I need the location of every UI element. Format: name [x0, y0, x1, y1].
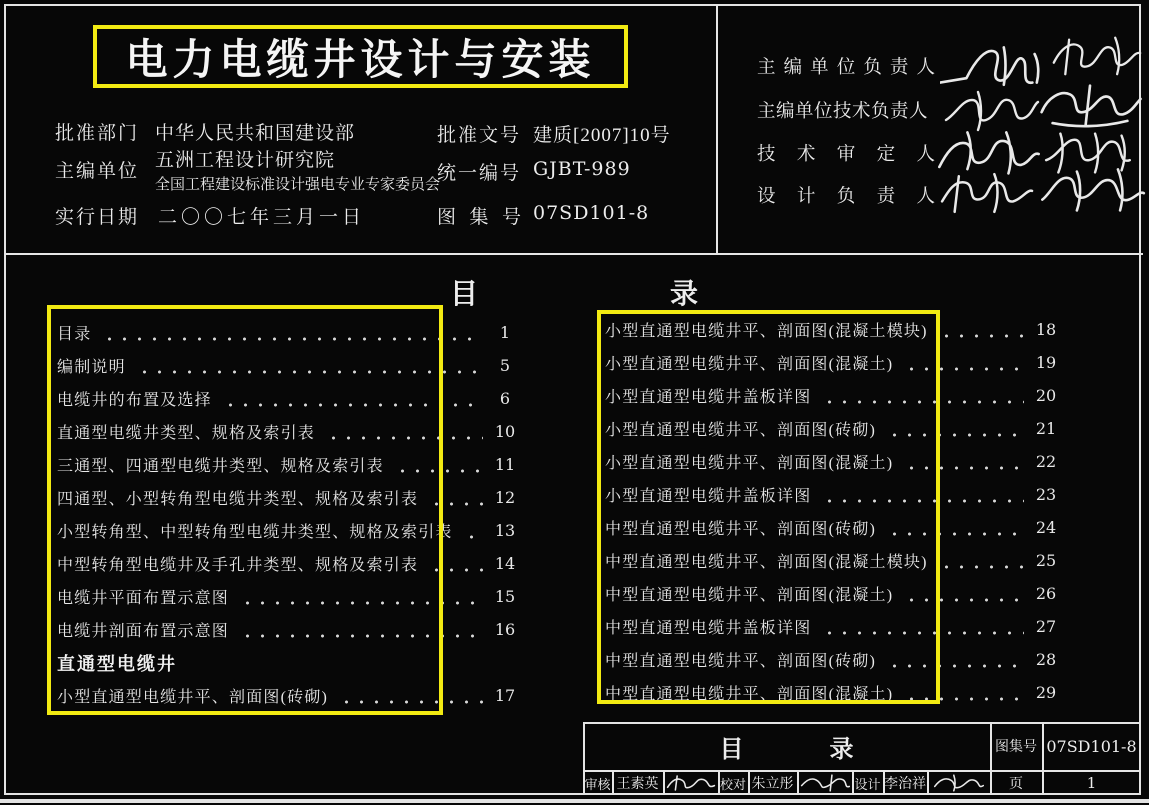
- chief-editor-value-2: 全国工程建设标准设计强电专业专家委员会: [155, 177, 441, 193]
- header-divider-line: [5, 253, 1143, 255]
- toc-entry-title: 小型直通型电缆井平、剖面图(砖砌): [57, 689, 329, 706]
- toc-page-number: 17: [494, 686, 516, 705]
- atlas-number-label: 图集号: [437, 207, 523, 228]
- approver-signature-design: [927, 771, 990, 795]
- approver-name-check: 王素英: [616, 777, 659, 792]
- toc-leader-dots: [937, 324, 1024, 338]
- toc-entry-title: 电缆井的布置及选择: [57, 392, 212, 409]
- toc-page-number: 23: [1035, 485, 1057, 504]
- toc-entry-title: 目录: [57, 326, 92, 343]
- toc-leader-dots: [937, 555, 1024, 569]
- design-principal-label: 设计负责人: [757, 187, 935, 207]
- toc-page-number: 5: [499, 356, 511, 375]
- toc-entry-title: 小型直通型电缆井平、剖面图(混凝土模块): [605, 323, 928, 340]
- toc-page-number: 22: [1035, 452, 1057, 471]
- toc-leader-dots: [885, 654, 1024, 668]
- toc-entry-title: 小型直通型电缆井平、剖面图(混凝土): [605, 455, 894, 472]
- unified-number-value: GJBT-989: [533, 158, 631, 180]
- toc-entry-title: 中型直通型电缆井盖板详图: [605, 620, 812, 637]
- title-block-caption-char-1: 目: [719, 736, 744, 763]
- sheet-bottom-edge-line: [0, 799, 1149, 803]
- toc-leader-dots: [100, 327, 483, 341]
- toc-leader-dots: [221, 393, 483, 407]
- toc-entry-title: 小型直通型电缆井平、剖面图(混凝土): [605, 356, 894, 373]
- toc-entry: [605, 676, 1062, 709]
- toc-entry: [605, 643, 1062, 676]
- toc-entry: [605, 577, 1062, 610]
- toc-leader-dots: [324, 426, 483, 440]
- toc-leader-dots: [393, 459, 483, 473]
- toc-page-number: 21: [1035, 419, 1057, 438]
- toc-leader-dots: [337, 690, 483, 704]
- toc-entry: [605, 610, 1062, 643]
- toc-entry: [605, 478, 1062, 511]
- toc-entry: [57, 547, 521, 580]
- atlas-number-value: 07SD101-8: [533, 202, 650, 224]
- toc-entry-title: 中型直通型电缆井平、剖面图(混凝土模块): [605, 554, 928, 571]
- header-vertical-divider: [716, 5, 718, 253]
- approval-doc-label: 批准文号: [437, 125, 522, 146]
- toc-page-number: 28: [1035, 650, 1057, 669]
- approver-role-proof: 校对: [719, 776, 746, 792]
- toc-entry: [605, 445, 1062, 478]
- title-block-caption-char-2: 录: [829, 736, 854, 763]
- toc-page-number: 13: [494, 521, 516, 540]
- toc-column-right: [605, 313, 1062, 709]
- toc-page-number: 27: [1035, 617, 1057, 636]
- toc-entry-title: 小型转角型、中型转角型电缆井类型、规格及索引表: [57, 524, 453, 541]
- signature-handwriting: [942, 86, 1042, 134]
- toc-entry-title: 中型直通型电缆井平、剖面图(混凝土): [605, 587, 894, 604]
- toc-column-left: [57, 316, 521, 712]
- toc-page-number: 20: [1035, 386, 1057, 405]
- toc-entry-title: 小型直通型电缆井盖板详图: [605, 488, 812, 505]
- toc-entry: [57, 679, 521, 712]
- chief-editor-value-1: 五洲工程设计研究院: [155, 150, 336, 171]
- title-block-atlas-label: 图集号: [995, 740, 1037, 755]
- toc-entry-title: 小型直通型电缆井平、剖面图(砖砌): [605, 422, 877, 439]
- approver-signature-check: [663, 771, 718, 795]
- toc-entry: [57, 448, 521, 481]
- toc-entry-title: 中型直通型电缆井平、剖面图(混凝土): [605, 686, 894, 703]
- toc-page-number: 15: [494, 587, 516, 606]
- toc-page-number: 16: [494, 620, 516, 639]
- unified-number-label: 统一编号: [437, 163, 522, 184]
- title-block-caption: [583, 722, 990, 770]
- toc-leader-dots: [885, 522, 1024, 536]
- toc-entry: [605, 544, 1062, 577]
- toc-entry-title: 中型直通型电缆井平、剖面图(砖砌): [605, 521, 877, 538]
- toc-heading-char-2: 录: [669, 279, 698, 310]
- signature-handwriting: [1048, 26, 1144, 84]
- toc-heading: [450, 272, 698, 312]
- toc-leader-dots: [238, 624, 483, 638]
- toc-leader-dots: [902, 588, 1024, 602]
- approver-signature-proof: [797, 771, 852, 795]
- toc-leader-dots: [238, 591, 483, 605]
- toc-leader-dots: [462, 525, 483, 539]
- toc-entry-title: 编制说明: [57, 359, 126, 376]
- toc-entry: [57, 580, 521, 613]
- toc-entry-title: 中型直通型电缆井平、剖面图(砖砌): [605, 653, 877, 670]
- toc-entry-title: 四通型、小型转角型电缆井类型、规格及索引表: [57, 491, 419, 508]
- toc-entry: [605, 511, 1062, 544]
- toc-page-number: 24: [1035, 518, 1057, 537]
- approval-doc-value: 建质[2007]10号: [533, 125, 671, 146]
- toc-leader-dots: [902, 357, 1024, 371]
- approval-dept-label: 批准部门: [55, 123, 140, 144]
- toc-leader-dots: [820, 489, 1024, 503]
- toc-entry: [57, 613, 521, 646]
- toc-entry-title: 直通型电缆井类型、规格及索引表: [57, 425, 316, 442]
- toc-page-number: 26: [1035, 584, 1057, 603]
- toc-entry-title: 电缆井平面布置示意图: [57, 590, 230, 607]
- toc-entry: [605, 412, 1062, 445]
- toc-entry-title: 三通型、四通型电缆井类型、规格及索引表: [57, 458, 384, 475]
- toc-entry-title: 中型转角型电缆井及手孔井类型、规格及索引表: [57, 557, 419, 574]
- toc-page-number: 18: [1035, 320, 1057, 339]
- approver-name-design: 李治祥: [884, 777, 926, 792]
- toc-page-number: 14: [494, 554, 516, 573]
- signature-handwriting: [933, 773, 985, 793]
- toc-entry: [57, 316, 521, 349]
- toc-entry: [57, 415, 521, 448]
- toc-entry-title: 小型直通型电缆井盖板详图: [605, 389, 812, 406]
- toc-leader-dots: [820, 621, 1024, 635]
- toc-page-number: 29: [1035, 683, 1057, 702]
- effective-date-value: 二〇〇七年三月一日: [158, 207, 366, 228]
- toc-leader-dots: [427, 492, 483, 506]
- signature-handwriting: [665, 773, 717, 793]
- toc-page-number: 11: [494, 455, 516, 474]
- effective-date-label: 实行日期: [55, 207, 140, 228]
- toc-page-number: 12: [494, 488, 516, 507]
- toc-heading-char-1: 目: [450, 279, 479, 310]
- toc-leader-dots: [135, 360, 483, 374]
- toc-entry: [57, 514, 521, 547]
- approver-role-check: 审核: [584, 776, 611, 792]
- toc-page-number: 10: [494, 422, 516, 441]
- approver-name-proof: 朱立彤: [751, 777, 794, 792]
- approval-dept-value: 中华人民共和国建设部: [155, 123, 356, 144]
- title-block-page-label: 页: [1009, 777, 1023, 792]
- page-title: 电力电缆井设计与安装: [125, 37, 596, 84]
- toc-entry: [605, 346, 1062, 379]
- toc-entry: [57, 481, 521, 514]
- signature-handwriting: [940, 40, 1050, 90]
- signature-handwriting: [932, 170, 1040, 216]
- approver-role-design: 设计: [854, 776, 881, 792]
- tech-examiner-label: 技术审定人: [757, 145, 935, 165]
- toc-entry: [57, 349, 521, 382]
- toc-leader-dots: [902, 687, 1024, 701]
- toc-page-number: 1: [499, 323, 511, 342]
- toc-page-number: 19: [1035, 353, 1057, 372]
- toc-page-number: 6: [499, 389, 511, 408]
- toc-leader-dots: [820, 390, 1024, 404]
- chief-unit-tech-principal-label: 主编单位技术负责人: [757, 102, 929, 122]
- toc-entry: [57, 382, 521, 415]
- toc-leader-dots: [885, 423, 1024, 437]
- toc-entry: [605, 379, 1062, 412]
- toc-entry: [605, 313, 1062, 346]
- signature-handwriting: [799, 773, 851, 793]
- title-block-atlas-number: 07SD101-8: [1046, 736, 1137, 756]
- toc-page-number: 25: [1035, 551, 1057, 570]
- toc-leader-dots: [427, 558, 483, 572]
- toc-entry: [57, 646, 521, 679]
- title-block-page-number: 1: [1086, 774, 1097, 792]
- chief-editor-label: 主编单位: [55, 161, 140, 182]
- toc-entry-title: 电缆井剖面布置示意图: [57, 623, 230, 640]
- chief-unit-principal-label: 主编单位负责人: [757, 58, 935, 78]
- toc-entry-title: 直通型电缆井: [57, 653, 177, 674]
- signature-handwriting: [1038, 166, 1146, 216]
- toc-leader-dots: [902, 456, 1024, 470]
